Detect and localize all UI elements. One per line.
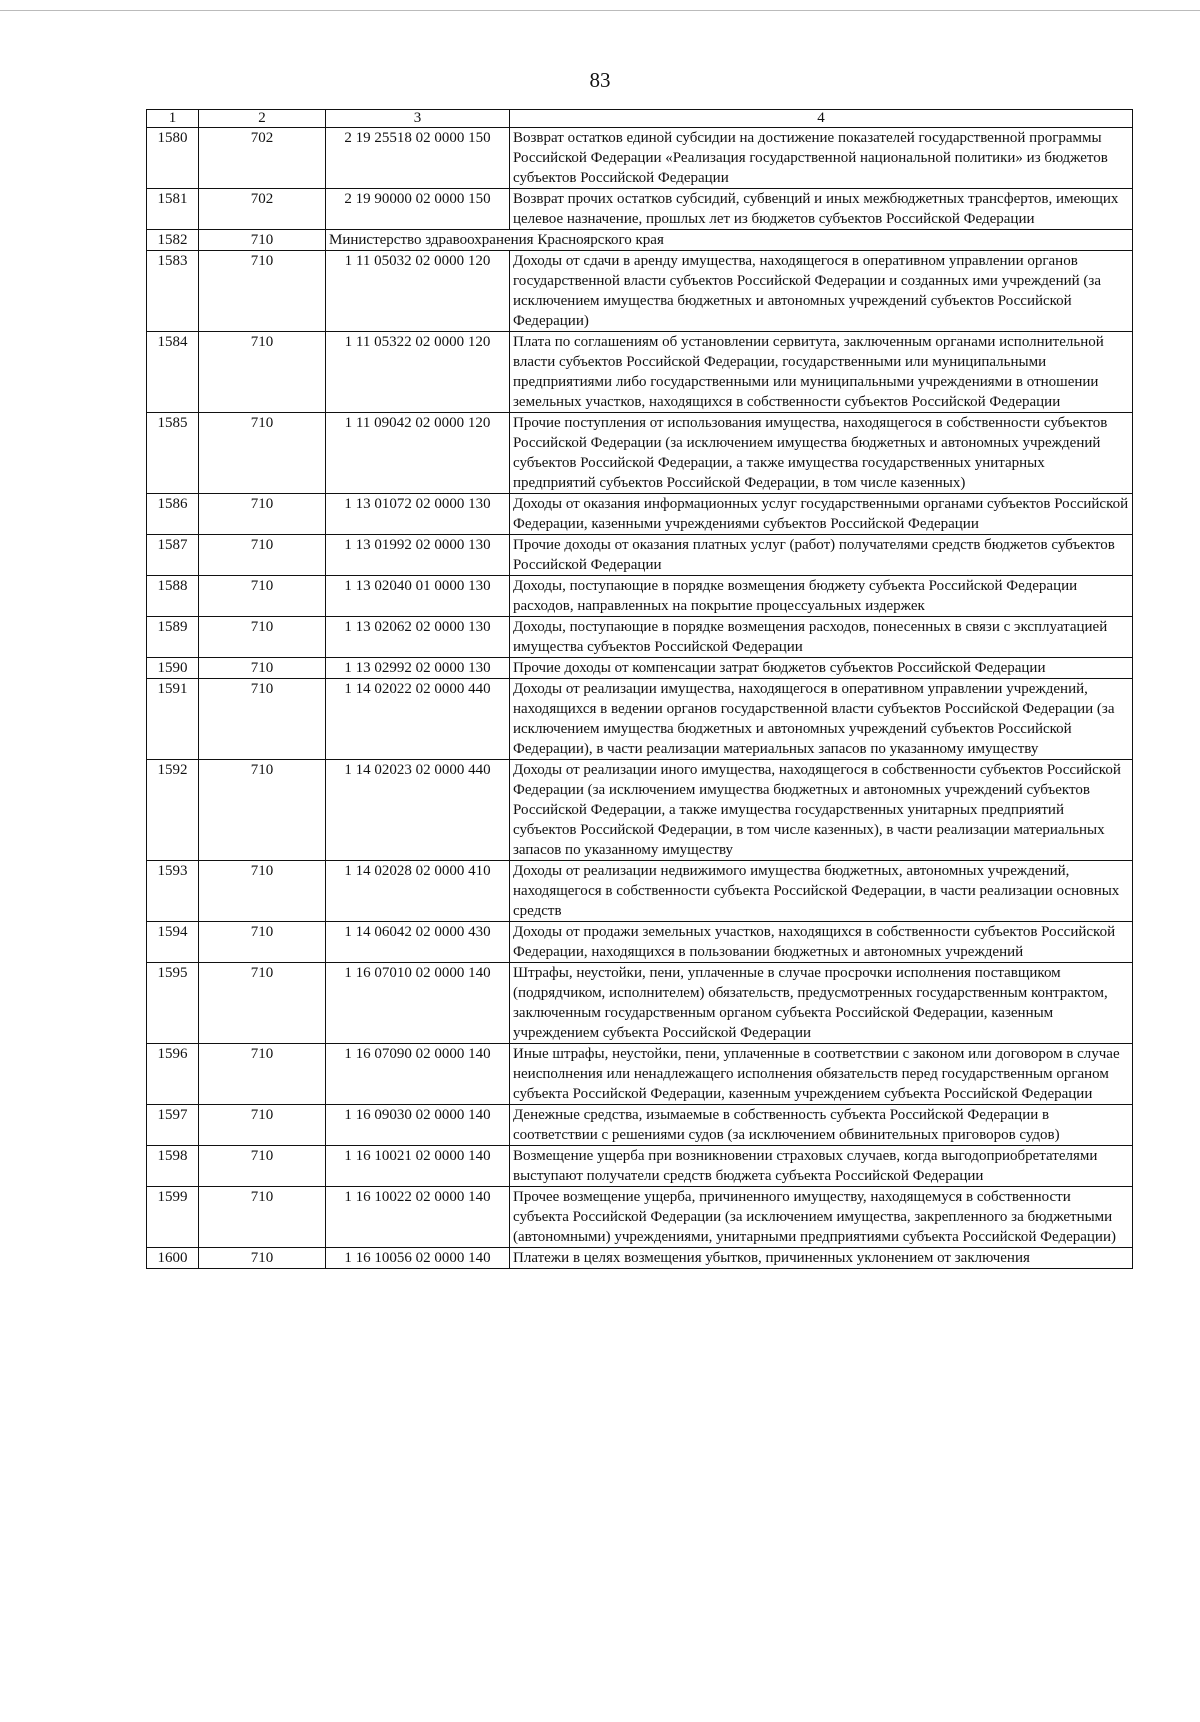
table-row (147, 332, 1133, 413)
description-cell: Доходы от реализации иного имущества, находящегося в собственности субъектов Российской Федерации (за исключением имущества бюджетных и автономных учреждений субъектов Российской Федерации, а также имущества государственных унитарных предприятий субъектов Российской Федерации, в том числе казенных), в части реализации материальных запасов по указанному имуществу (510, 760, 1133, 861)
row-number-cell: 1594 (147, 922, 199, 963)
table-row (147, 535, 1133, 576)
budget-code-cell: 2 19 25518 02 0000 150 (326, 128, 510, 189)
row-number-cell: 1581 (147, 189, 199, 230)
admin-code-cell: 710 (199, 1044, 326, 1105)
budget-code-cell: 1 13 02992 02 0000 130 (326, 658, 510, 679)
description-cell: Прочие поступления от использования имущества, находящегося в собственности субъектов Российской Федерации (за исключением имущества бюджетных и автономных учреждений субъектов Российской Федерации, а также имущества государственных унитарных предприятий субъектов Российской Федерации, в том числе казенных) (510, 413, 1133, 494)
budget-code-cell: 1 16 10056 02 0000 140 (326, 1248, 510, 1269)
table-row (147, 576, 1133, 617)
admin-code-cell: 710 (199, 332, 326, 413)
budget-code-cell: 1 14 02023 02 0000 440 (326, 760, 510, 861)
admin-code-cell: 710 (199, 617, 326, 658)
table-row (147, 413, 1133, 494)
table-row (147, 617, 1133, 658)
budget-code-cell: 1 11 09042 02 0000 120 (326, 413, 510, 494)
admin-code-cell: 710 (199, 494, 326, 535)
table-row (147, 658, 1133, 679)
table-row (147, 1248, 1133, 1269)
row-number-cell: 1582 (147, 230, 199, 251)
table-row (147, 1044, 1133, 1105)
row-number-cell: 1597 (147, 1105, 199, 1146)
table-row (147, 494, 1133, 535)
table-row (147, 963, 1133, 1044)
admin-code-cell: 710 (199, 535, 326, 576)
description-cell: Доходы, поступающие в порядке возмещения расходов, понесенных в связи с эксплуатацией имущества субъектов Российской Федерации (510, 617, 1133, 658)
table-header (147, 110, 1133, 128)
description-cell: Штрафы, неустойки, пени, уплаченные в случае просрочки исполнения поставщиком (подрядчиком, исполнителем) обязательств, предусмотренных государственным контрактом, заключенным государственным органом субъекта Российской Федерации, казенным учреждением субъекта Российской Федерации (510, 963, 1133, 1044)
description-cell: Возврат остатков единой субсидии на достижение показателей государственной программы Российской Федерации «Реализация государственной национальной политики» из бюджетов субъектов Российской Федерации (510, 128, 1133, 189)
description-cell: Прочее возмещение ущерба, причиненного имуществу, находящемуся в собственности субъекта Российской Федерации (за исключением имущества, закрепленного за бюджетными (автономными) учреждениями, унитарными предприятиями субъекта Российской Федерации) (510, 1187, 1133, 1248)
admin-code-cell: 710 (199, 1146, 326, 1187)
budget-code-cell: 1 16 10022 02 0000 140 (326, 1187, 510, 1248)
admin-code-cell: 710 (199, 679, 326, 760)
row-number-cell: 1589 (147, 617, 199, 658)
row-number-cell: 1584 (147, 332, 199, 413)
table-row (147, 861, 1133, 922)
budget-code-cell: 1 13 01072 02 0000 130 (326, 494, 510, 535)
row-number-cell: 1587 (147, 535, 199, 576)
row-number-cell: 1580 (147, 128, 199, 189)
budget-code-cell: 2 19 90000 02 0000 150 (326, 189, 510, 230)
header-col-4: 4 (510, 110, 1133, 128)
budget-code-cell: 1 16 07090 02 0000 140 (326, 1044, 510, 1105)
description-cell: Доходы от продажи земельных участков, находящихся в собственности субъектов Российской Федерации, находящихся в пользовании бюджетных и автономных учреждений (510, 922, 1133, 963)
page-number: 83 (589, 68, 611, 92)
admin-code-cell: 702 (199, 189, 326, 230)
description-cell: Доходы от реализации имущества, находящегося в оперативном управлении учреждений, находящихся в ведении органов государственной власти субъектов Российской Федерации (за исключением имущества бюджетных и автономных учреждений субъектов Российской Федерации), в части реализации материальных запасов по указанному имуществу (510, 679, 1133, 760)
description-cell: Доходы от реализации недвижимого имущества бюджетных, автономных учреждений, находящегося в собственности субъекта Российской Федерации, в части реализации основных средств (510, 861, 1133, 922)
description-cell: Иные штрафы, неустойки, пени, уплаченные в соответствии с законом или договором в случае неисполнения или ненадлежащего исполнения обязательств перед государственным органом субъекта Российской Федерации, казенным учреждением субъекта Российской Федерации (510, 1044, 1133, 1105)
admin-code-cell: 710 (199, 1105, 326, 1146)
description-cell: Денежные средства, изымаемые в собственность субъекта Российской Федерации в соответствии с решениями судов (за исключением обвинительных приговоров судов) (510, 1105, 1133, 1146)
row-number-cell: 1590 (147, 658, 199, 679)
admin-code-cell: 710 (199, 1187, 326, 1248)
description-cell: Доходы от сдачи в аренду имущества, находящегося в оперативном управлении органов государственной власти субъектов Российской Федерации и созданных ими учреждений (за исключением имущества бюджетных и автономных учреждений субъектов Российской Федерации) (510, 251, 1133, 332)
header-col-2: 2 (199, 110, 326, 128)
description-cell: Возврат прочих остатков субсидий, субвенций и иных межбюджетных трансфертов, имеющих целевое назначение, прошлых лет из бюджетов субъектов Российской Федерации (510, 189, 1133, 230)
header-col-3: 3 (326, 110, 510, 128)
table-row (147, 1105, 1133, 1146)
description-cell: Плата по соглашениям об установлении сервитута, заключенным органами исполнительной власти субъектов Российской Федерации, государственными или муниципальными предприятиями либо государственными или муниципальными учреждениями в отношении земельных участков, находящихся в собственности субъектов Российской Федерации (510, 332, 1133, 413)
admin-code-cell: 710 (199, 413, 326, 494)
admin-code-cell: 710 (199, 658, 326, 679)
table-row (147, 922, 1133, 963)
row-number-cell: 1599 (147, 1187, 199, 1248)
admin-code-cell: 702 (199, 128, 326, 189)
budget-code-cell: 1 13 02062 02 0000 130 (326, 617, 510, 658)
budget-code-cell: 1 14 02028 02 0000 410 (326, 861, 510, 922)
description-cell: Прочие доходы от оказания платных услуг (работ) получателями средств бюджетов субъектов Российской Федерации (510, 535, 1133, 576)
description-cell: Доходы от оказания информационных услуг государственными органами субъектов Российской Федерации, казенными учреждениями субъектов Российской Федерации (510, 494, 1133, 535)
table-row (147, 128, 1133, 189)
table-row (147, 251, 1133, 332)
description-cell: Возмещение ущерба при возникновении страховых случаев, когда выгодоприобретателями выступают получатели средств бюджета субъекта Российской Федерации (510, 1146, 1133, 1187)
row-number-cell: 1588 (147, 576, 199, 617)
revenue-codes-table (146, 109, 1133, 1269)
row-number-cell: 1585 (147, 413, 199, 494)
admin-code-cell: 710 (199, 1248, 326, 1269)
row-number-cell: 1598 (147, 1146, 199, 1187)
admin-code-cell: 710 (199, 251, 326, 332)
description-cell: Платежи в целях возмещения убытков, причиненных уклонением от заключения (510, 1248, 1133, 1269)
department-name-cell: Министерство здравоохранения Красноярского края (326, 230, 1133, 251)
table-row (147, 1187, 1133, 1248)
table-row (147, 1146, 1133, 1187)
header-col-1: 1 (147, 110, 199, 128)
table-row (147, 189, 1133, 230)
admin-code-cell: 710 (199, 576, 326, 617)
admin-code-cell: 710 (199, 922, 326, 963)
row-number-cell: 1596 (147, 1044, 199, 1105)
row-number-cell: 1600 (147, 1248, 199, 1269)
description-cell: Прочие доходы от компенсации затрат бюджетов субъектов Российской Федерации (510, 658, 1133, 679)
admin-code-cell: 710 (199, 963, 326, 1044)
admin-code-cell: 710 (199, 861, 326, 922)
header-row (147, 110, 1133, 128)
budget-code-cell: 1 14 06042 02 0000 430 (326, 922, 510, 963)
budget-code-cell: 1 14 02022 02 0000 440 (326, 679, 510, 760)
row-number-cell: 1593 (147, 861, 199, 922)
row-number-cell: 1595 (147, 963, 199, 1044)
budget-code-cell: 1 16 09030 02 0000 140 (326, 1105, 510, 1146)
budget-code-cell: 1 11 05322 02 0000 120 (326, 332, 510, 413)
budget-code-cell: 1 16 07010 02 0000 140 (326, 963, 510, 1044)
row-number-cell: 1583 (147, 251, 199, 332)
table-row (147, 230, 1133, 251)
table-row (147, 760, 1133, 861)
budget-code-cell: 1 11 05032 02 0000 120 (326, 251, 510, 332)
budget-code-cell: 1 16 10021 02 0000 140 (326, 1146, 510, 1187)
budget-code-cell: 1 13 02040 01 0000 130 (326, 576, 510, 617)
table-body (147, 128, 1133, 1269)
admin-code-cell: 710 (199, 760, 326, 861)
admin-code-cell: 710 (199, 230, 326, 251)
scan-edge-line (0, 10, 1200, 11)
description-cell: Доходы, поступающие в порядке возмещения бюджету субъекта Российской Федерации расходов, направленных на покрытие процессуальных издержек (510, 576, 1133, 617)
row-number-cell: 1591 (147, 679, 199, 760)
budget-code-cell: 1 13 01992 02 0000 130 (326, 535, 510, 576)
row-number-cell: 1586 (147, 494, 199, 535)
row-number-cell: 1592 (147, 760, 199, 861)
table-row (147, 679, 1133, 760)
